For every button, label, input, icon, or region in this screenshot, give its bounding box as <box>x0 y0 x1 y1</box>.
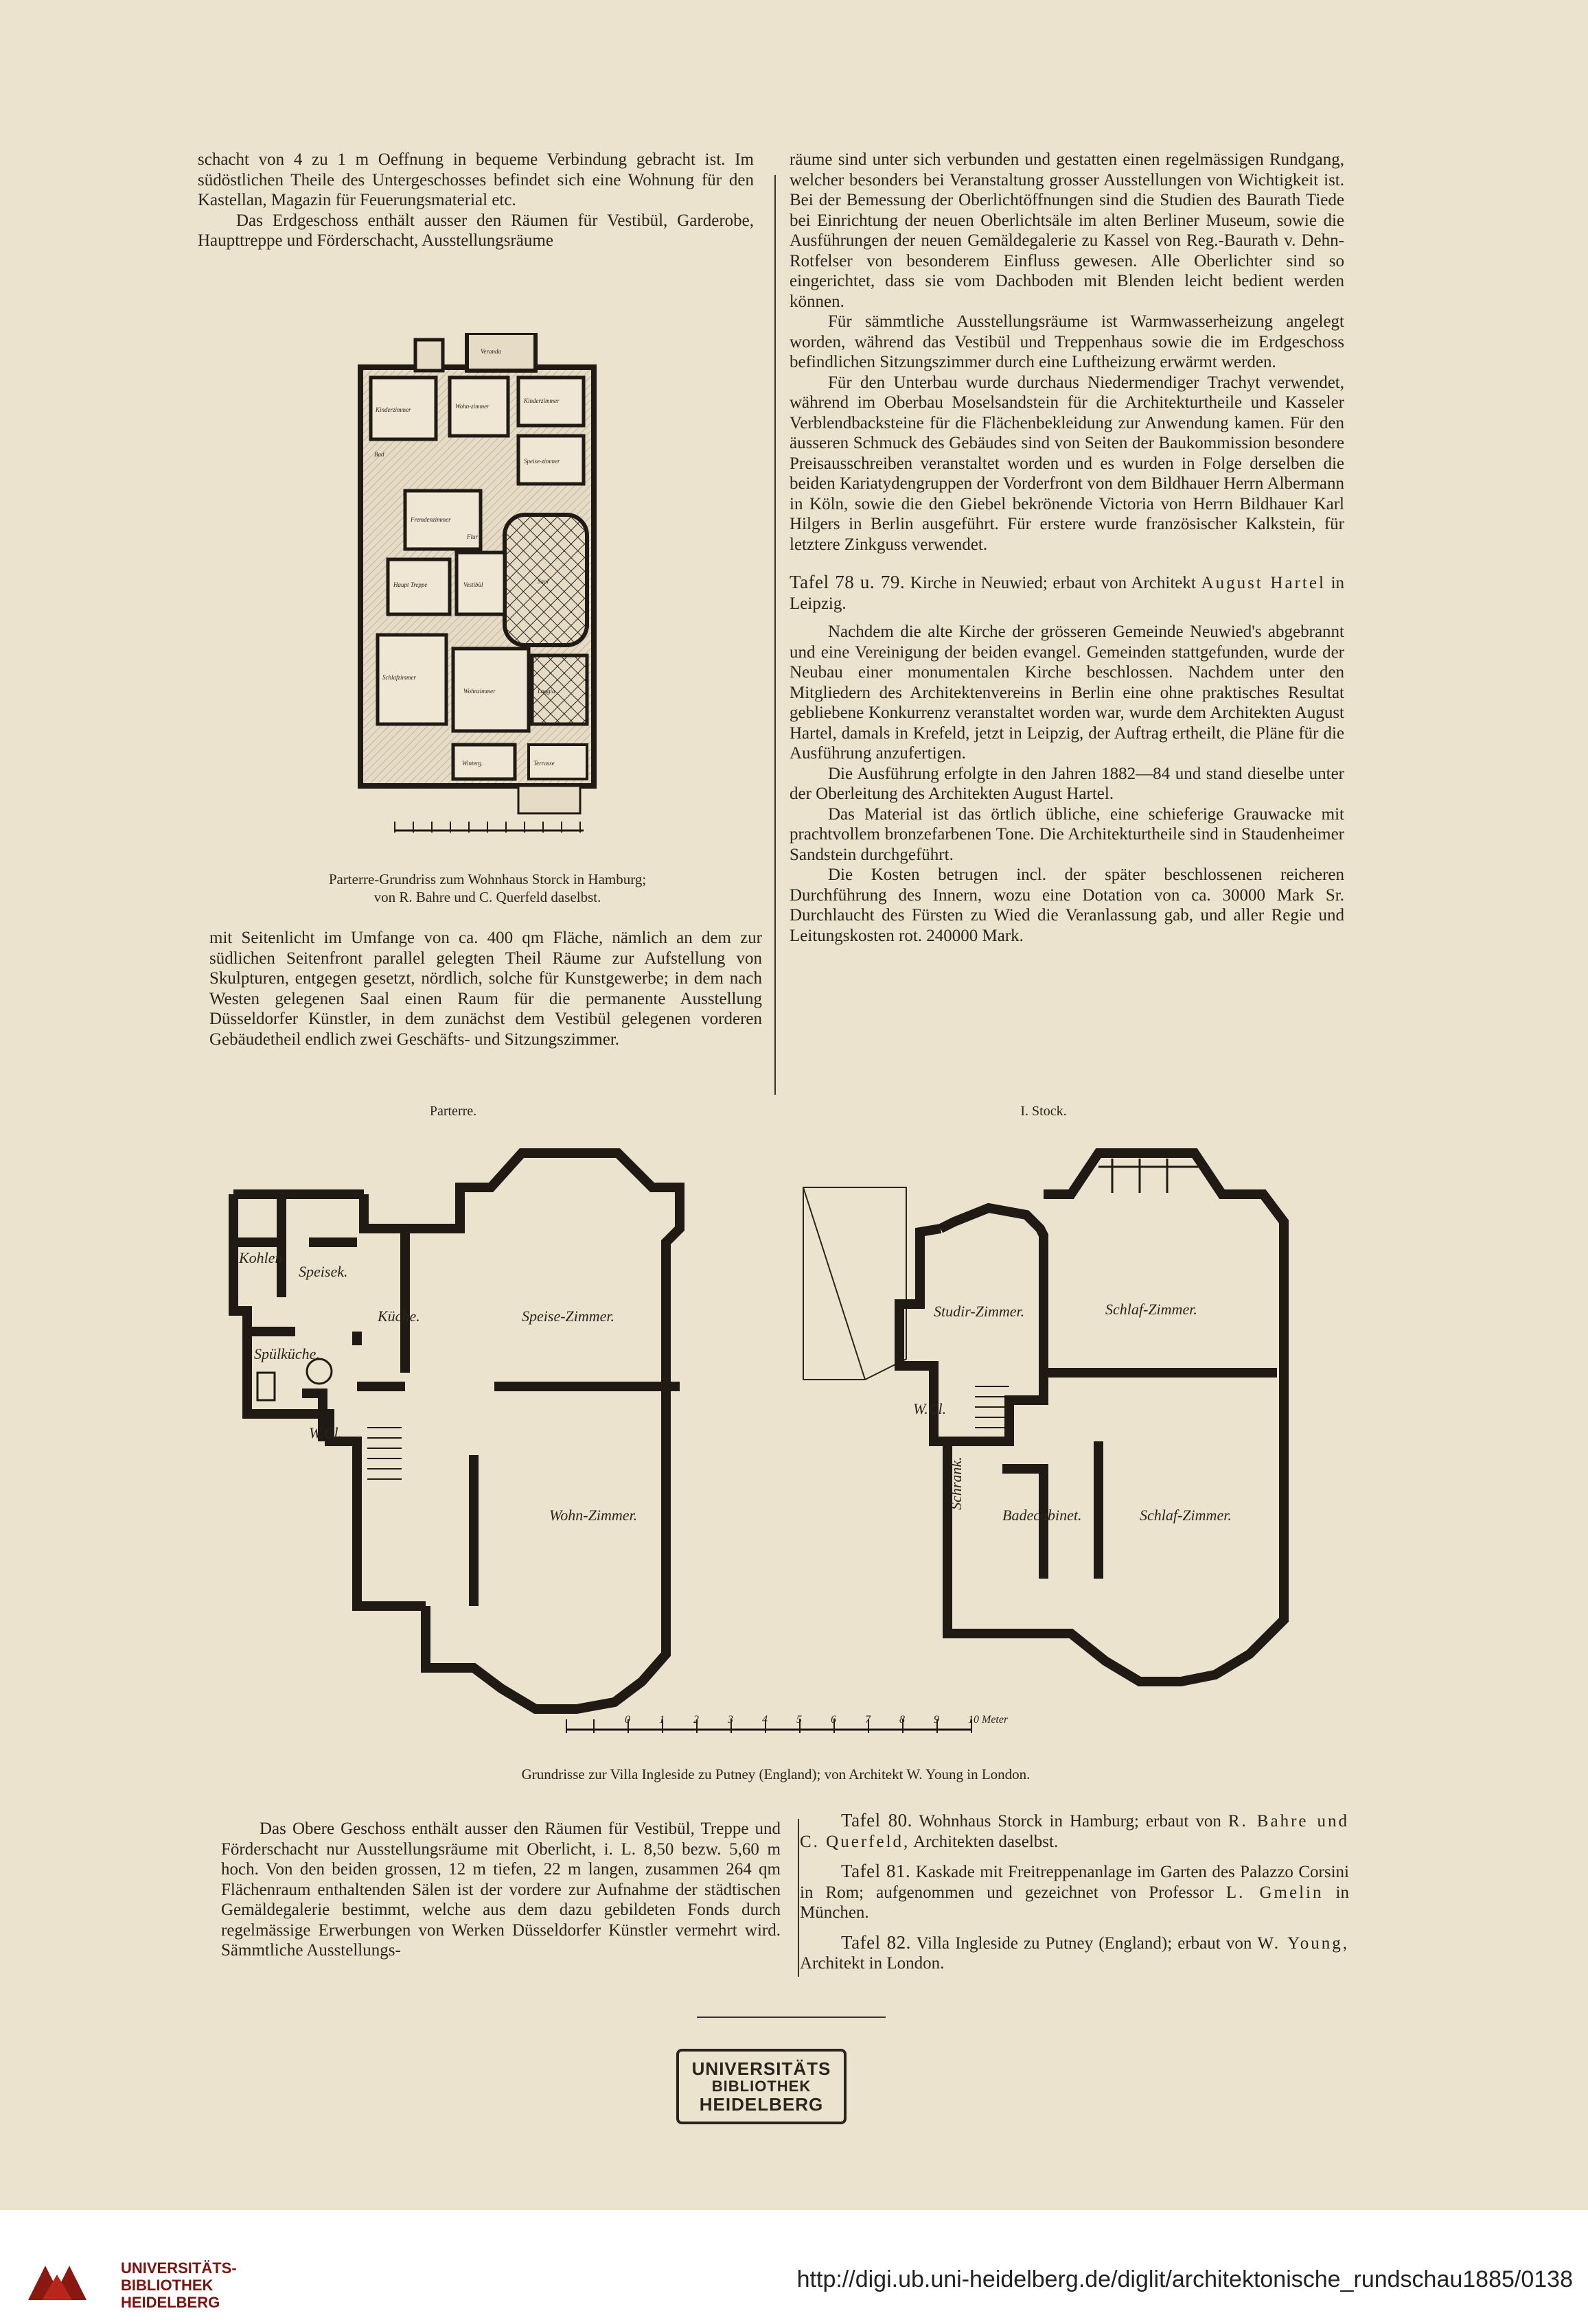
tafel-entry: Tafel 81. Kaskade mit Freitreppenanlage im Garten des Palazzo Corsini in Rom; aufgenommen und gezeichnet von Professor L. Gmelin in München. <box>800 1861 1350 1922</box>
storck-room-label: Saal <box>538 578 549 585</box>
storck-plan-caption: Parterre-Grundriss zum Wohnhaus Storck in Hamburg; von R. Bahre und C. Querfeld daselbst. <box>328 871 647 905</box>
paragraph: Das Obere Geschoss enthält ausser den Räumen für Vestibül, Treppe und Förderschacht nur Ausstellungsräume mit Oberlicht, i. L. 8,50 bezw. 5,60 m hoch. Von den beiden grossen, 12 m tiefen, 22 m langen, zusammen 264 qm Flächenraum enthaltenden Sälen ist der vordere zur Aufnahme der städtischen Gemäldegalerie bestimmt, welche aus dem dazu gebildeten Fonds durch regelmässige Erwerbungen von Werken Düsseldorfer Künstler vermehrt wird. Sämmtliche Ausstellungs- <box>221 1820 781 1960</box>
scale-tick: 10 <box>968 1714 979 1725</box>
room-speisek: Speisek. <box>299 1263 348 1280</box>
page-end-rule <box>697 2017 886 2018</box>
tafel-entry: Tafel 78 u. 79. Kirche in Neuwied; erbaut von Architekt August Hartel in Leipzig. <box>790 572 1345 613</box>
room-wohn-zimmer: Wohn-Zimmer. <box>549 1507 638 1524</box>
page-url-link[interactable]: http://digi.ub.uni-heidelberg.de/diglit/architektonische_rundschau1885/0138 <box>796 2266 1573 2292</box>
paragraph: Nachdem die alte Kirche der grösseren Gemeinde Neuwied's abgebrannt und eine Vereinigung der beiden evangel. Gemeinden stattgefunden, wurde der Neubau einer monumentalen Kirche beschlossen. Nachdem unter den Mitgliedern des Architektenvereins in Berlin eine ohne praktisches Resultat gebliebene Konkurrenz veranstaltet worden war, wurde dem Architekten August Hartel, damals in Krefeld, jetzt in Leipzig, der Auftrag ertheilt, die Pläne für die Ausführung anzufertigen. <box>790 623 1344 763</box>
room-kueche: Küche. <box>378 1308 420 1325</box>
storck-room-label: Kinderzimmer <box>376 406 411 413</box>
storck-room-label: Vestibül <box>463 581 483 588</box>
storck-room-label: Fremdenzimmer <box>411 516 451 523</box>
bottom-left-column <box>221 1819 781 1961</box>
storck-room-label: Schlafzimmer <box>382 674 416 681</box>
room-kohlen: Kohlen <box>239 1249 283 1266</box>
paragraph: schacht von 4 zu 1 m Oeffnung in bequeme Verbindung gebracht ist. Im südöstlichen Theile des Untergeschosses befindet sich eine Wohnung für den Kastellan, Magazin für Feuerungsmaterial etc. <box>198 150 754 209</box>
paragraph: Für sämmtliche Ausstellungsräume ist Warmwasserheizung angelegt worden, während das Vestibül und Treppenhaus sowie die im Erdgeschoss befindlichen Sitzungszimmer durch eine Luftheizung erwärmt werden. <box>790 312 1344 371</box>
paragraph: Das Erdgeschoss enthält ausser den Räumen für Vestibül, Garderobe, Haupttreppe und Förderschacht, Ausstellungsräume <box>198 211 754 250</box>
storck-room-label: Loggia <box>538 688 555 695</box>
storck-room-label: Winterg. <box>462 760 483 767</box>
scale-tick: 5 <box>796 1714 802 1725</box>
storck-room-label: Speise-zimmer <box>524 458 560 465</box>
scale-tick: 4 <box>762 1714 768 1725</box>
room-schrank: Schrank. <box>947 1456 965 1510</box>
left-column-top <box>198 150 754 251</box>
scale-tick: 6 <box>831 1714 836 1725</box>
tafel-entry: Tafel 82. Villa Ingleside zu Putney (England); erbaut von W. Young, Architekt in London. <box>800 1931 1349 1973</box>
left-column-mid <box>209 928 762 1049</box>
parterre-label: Parterre. <box>429 1104 477 1119</box>
room-studir-zimmer: Studir-Zimmer. <box>934 1303 1025 1320</box>
paragraph: mit Seitenlicht im Umfange von ca. 400 qm Fläche, nämlich an dem zur südlichen Seitenfront parallel gelegten Theil Räume zur Aufstellung von Skulpturen, entgegen gesetzt, nördlich, solche für Kunstgewerbe; in dem nach Westen gelegenen Saal einen Raum für die permanente Ausstellung Düsseldorfer Künstler, in dem zunächst dem Vestibül gelegenen vorderen Gebäudetheil endlich zwei Geschäfts- und Sitzungszimmer. <box>209 929 762 1049</box>
university-logo-icon <box>25 2262 93 2303</box>
storck-room-label: Flur <box>467 533 479 540</box>
storck-floor-plan <box>347 333 608 841</box>
storck-room-label: Haupt Treppe <box>393 581 428 588</box>
column-divider <box>774 175 776 1095</box>
bottom-right-column <box>800 1811 1349 1974</box>
storck-room-label: Kinderzimmer <box>524 397 560 404</box>
scale-tick: 3 <box>728 1714 733 1725</box>
right-column-top <box>790 150 1344 946</box>
room-badecabinet: Badecabinet. <box>1002 1507 1082 1524</box>
scale-tick: 2 <box>693 1714 699 1725</box>
scale-tick: 7 <box>865 1714 871 1725</box>
villa-plans-caption: Grundrisse zur Villa Ingleside zu Putney (England); von Architekt W. Young in London. <box>521 1766 1031 1782</box>
storck-room-label: Bad <box>374 451 384 458</box>
room-schlaf-zimmer-2: Schlaf-Zimmer. <box>1140 1507 1232 1524</box>
room-spuelkueche: Spülküche. <box>254 1345 320 1362</box>
paragraph: Die Ausführung erfolgte in den Jahren 1882—84 und stand dieselbe unter der Oberleitung des Architekten August Hartel. <box>790 764 1344 803</box>
scale-tick: 9 <box>934 1714 939 1725</box>
room-speise-zimmer: Speise-Zimmer. <box>522 1308 615 1325</box>
library-name: UNIVERSITÄTS- BIBLIOTHEK HEIDELBERG <box>121 2259 237 2311</box>
scale-tick: 1 <box>659 1714 665 1725</box>
scale-unit: Meter <box>982 1714 1009 1725</box>
storck-room-label: Veranda <box>481 348 501 355</box>
room-wc-stock: W.Cl. <box>913 1400 947 1417</box>
library-stamp: UNIVERSITÄTS BIBLIOTHEK HEIDELBERG <box>676 2049 847 2124</box>
column-divider <box>798 1819 799 1977</box>
tafel-entry: Tafel 80. Wohnhaus Storck in Hamburg; erbaut von R. Bahre und C. Querfeld, Architekten daselbst. <box>800 1810 1349 1851</box>
paragraph: Für den Unterbau wurde durchaus Niedermendiger Trachyt verwendet, während im Oberbau Moselsandstein für die Architekturtheile und Kasseler Verblendbacksteine für die Flächenbekleidung zur Anwendung kamen. Für den äusseren Schmuck des Gebäudes sind von Seiten der Baukommission besondere Preisausschreiben veranstaltet worden und es wurden in Folge derselben die beiden Kariatydengruppen der Vorderfront von dem Bildhauer Herrn Albermann in Köln, sowie die den Giebel bekrönende Victoria von Herrn Bildhauer Karl Hilgers in Berlin ausgeführt. Für erstere wurde französischer Kalkstein, für letztere Zinkguss verwendet. <box>790 373 1344 554</box>
scale-tick: 0 <box>625 1714 630 1725</box>
stock-label: I. Stock. <box>1020 1104 1067 1119</box>
storck-room-label: Wohn-zimmer <box>455 403 490 410</box>
paragraph: Die Kosten betrugen incl. der später beschlossenen reicheren Durchführung des Innern, wozu eine Dotation von ca. 30000 Mark Sr. Durchlaucht des Fürsten zu Wied die Veranlassung gab, und aller Regie und Leitungskosten rot. 240000 Mark. <box>790 865 1344 945</box>
room-schlaf-zimmer-1: Schlaf-Zimmer. <box>1105 1301 1197 1318</box>
villa-ingleside-plans <box>220 1139 1373 1757</box>
scale-tick: 8 <box>899 1714 905 1725</box>
paragraph: räume sind unter sich verbunden und gestatten einen regelmässigen Rundgang, welcher besonders bei Veranstaltung grosser Ausstellungen von Wichtigkeit ist. Bei der Bemessung der Oberlichtöffnungen sind die Studien des Baurath Tiede bei Einrichtung der neuen Oberlichtsäle im alten Berliner Museum, sowie die Ausführungen der neuen Gemäldegalerie zu Kassel von Reg.-Baurath v. Dehn-Rotfelser von besonderem Einfluss gewesen. Alle Oberlichter sind so eingerichtet, dass sie vom Dachboden mit Blenden leicht bedient werden können. <box>790 150 1344 311</box>
tafel-label: Tafel 78 u. 79. <box>790 572 906 592</box>
room-wc: W.Cl. <box>309 1424 343 1441</box>
storck-room-label: Wohnzimmer <box>463 688 496 695</box>
storck-room-label: Terrasse <box>533 760 555 767</box>
paragraph: Das Material ist das örtlich übliche, eine schieferige Grauwacke mit prachtvollem bronzefarbenen Tone. Die Architekturtheile sind in Staudenheimer Sandstein durchgeführt. <box>790 804 1344 864</box>
